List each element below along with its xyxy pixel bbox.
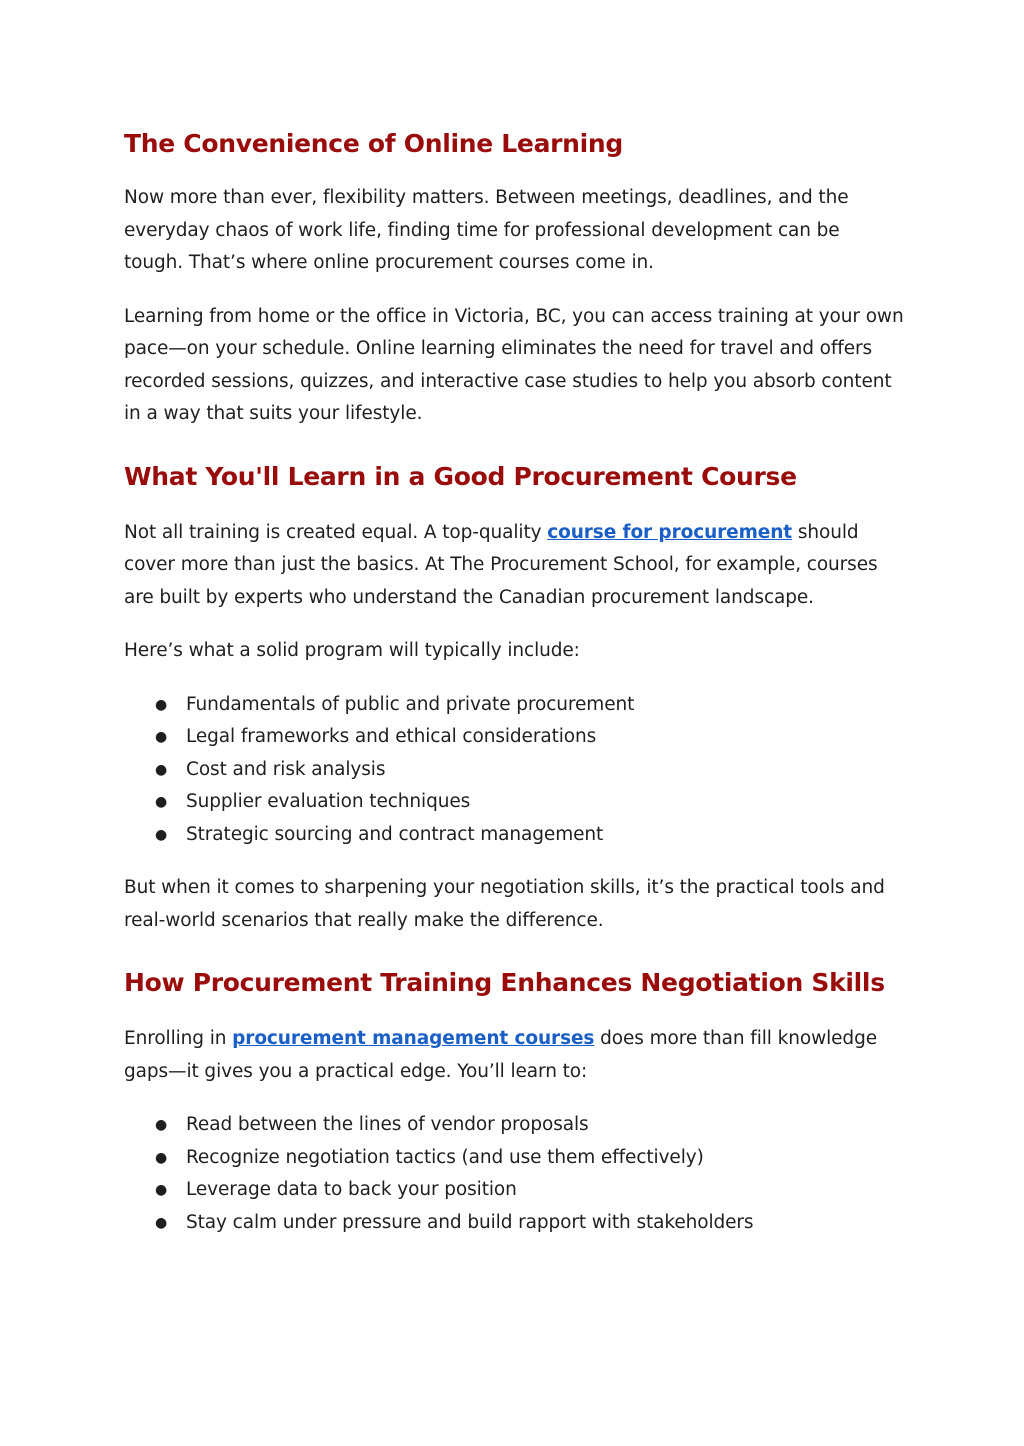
list-item-text: Leverage data to back your position bbox=[186, 1179, 517, 1200]
list-item bbox=[124, 1109, 904, 1142]
paragraph-training-quality bbox=[124, 517, 904, 615]
list-item-text: Supplier evaluation techniques bbox=[186, 791, 471, 812]
paragraph-learning-from-home: Learning from home or the office in Victoria, BC, you can access training at your own pace—on your schedule. Online learning eliminates the need for travel and offers recorded sessions, quizzes, and interactive case studies to help you absorb content in a way that suits your lifestyle. bbox=[124, 305, 904, 424]
paragraph-text: Not all training is created equal. A top-quality bbox=[124, 521, 548, 543]
document-page bbox=[124, 126, 904, 1239]
list-item-text: Fundamentals of public and private procurement bbox=[186, 693, 635, 715]
bullet-icon: ● bbox=[155, 729, 168, 745]
bullet-icon: ● bbox=[155, 794, 168, 810]
paragraph-text: should cover more than just the basics. At The Procurement School, for example, courses are built by experts who understand the Canadian procurement landscape. bbox=[124, 521, 878, 608]
bullet-icon: ● bbox=[155, 1214, 168, 1231]
section-heading-online-learning: The Convenience of Online Learning bbox=[124, 129, 624, 158]
paragraph-flexibility: Now more than ever, flexibility matters. Between meetings, deadlines, and the everyday chaos of work life, finding time for professional development can be tough. That’s where online procurement courses come in. bbox=[124, 187, 849, 273]
list-item bbox=[124, 689, 904, 722]
list-item-text: Cost and risk analysis bbox=[186, 758, 386, 780]
list-item bbox=[124, 1174, 904, 1207]
list-item bbox=[124, 1142, 904, 1175]
procurement-management-courses-link[interactable]: procurement management courses bbox=[232, 1028, 595, 1049]
paragraph-text: Enrolling in bbox=[124, 1028, 233, 1049]
list-item-text: Read between the lines of vendor proposals bbox=[186, 1114, 589, 1135]
list-item bbox=[124, 819, 904, 852]
bullet-icon: ● bbox=[155, 1182, 168, 1198]
list-item bbox=[124, 721, 904, 754]
list-item-text: Legal frameworks and ethical considerations bbox=[186, 726, 597, 747]
bullet-icon: ● bbox=[155, 761, 168, 778]
list-item bbox=[124, 786, 904, 819]
bullet-icon: ● bbox=[155, 826, 168, 843]
section-heading-what-youll-learn: What You'll Learn in a Good Procurement Course bbox=[124, 461, 797, 491]
list-item-text: Strategic sourcing and contract management bbox=[186, 823, 604, 845]
section-heading-negotiation-skills: How Procurement Training Enhances Negotiation Skills bbox=[124, 968, 885, 997]
list-item-text: Stay calm under pressure and build rapport with stakeholders bbox=[186, 1211, 754, 1233]
learn-to-list bbox=[124, 1109, 904, 1239]
paragraph-enrolling bbox=[124, 1023, 904, 1088]
bullet-icon: ● bbox=[155, 1117, 168, 1133]
list-item-text: Recognize negotiation tactics (and use them effectively) bbox=[186, 1146, 704, 1168]
program-include-list bbox=[124, 689, 904, 852]
paragraph-program-intro: Here’s what a solid program will typically include: bbox=[124, 640, 580, 661]
paragraph-negotiation-tools: But when it comes to sharpening your negotiation skills, it’s the practical tools and real-world scenarios that really make the difference. bbox=[124, 877, 885, 931]
paragraph-text: does more than fill knowledge gaps—it gives you a practical edge. You’ll learn to: bbox=[124, 1028, 878, 1082]
list-item bbox=[124, 754, 904, 787]
bullet-icon: ● bbox=[155, 1149, 168, 1166]
bullet-icon: ● bbox=[155, 696, 168, 713]
course-for-procurement-link[interactable]: course for procurement bbox=[547, 521, 793, 543]
list-item bbox=[124, 1207, 904, 1240]
